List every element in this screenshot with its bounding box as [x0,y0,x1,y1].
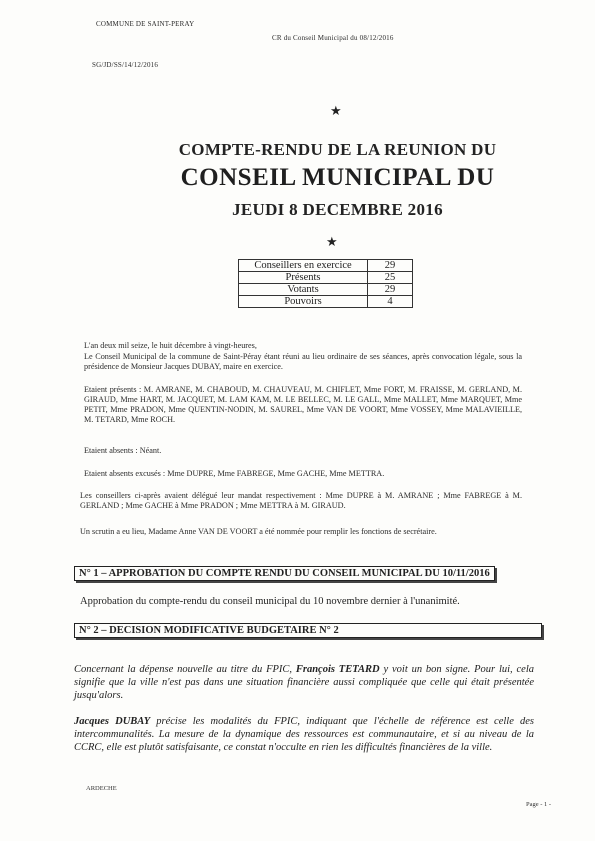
title-line-3: JEUDI 8 DECEMBRE 2016 [232,200,443,219]
table-row [239,272,413,284]
discussion-paragraph-2 [74,715,534,754]
meeting-convocation-paragraph: Le Conseil Municipal de la commune de Saint-Péray étant réuni au lieu ordinaire de ses séances, après convocation légale, sous la présidence de Monsieur Jacques DUBAY, maire en exercice. [84,352,522,371]
meeting-date-paragraph: L'an deux mil seize, le huit décembre à vingt-heures, [84,341,257,350]
discussion-text: précise les modalités du FPIC, indiquant que l'échelle de référence est celle des intercommunalités. La mesure de la dynamique des ressources est communautaire, et si au niveau de la CCRC, elle est plutôt satisfaisante, ce constat n'occulte en rien les difficultés financières de la ville. [74,716,534,753]
table-row [239,284,413,296]
title-line-1: COMPTE-RENDU DE LA REUNION DU [178,140,497,159]
section-1-text: Approbation du compte-rendu du conseil municipal du 10 novembre dernier à l'unanimité. [80,596,460,607]
document-code: SG/JD/SS/14/12/2016 [92,61,159,69]
star-ornament-icon: ★ [326,234,338,249]
excused-members-paragraph: Etaient absents excusés : Mme DUPRE, Mme FABREGE, Mme GACHE, Mme METTRA. [84,469,385,478]
table-row [239,260,413,272]
title-line-2: CONSEIL MUNICIPAL DU [180,164,495,191]
count-label: Présents [239,272,368,284]
document-reference: CR du Conseil Municipal du 08/12/2016 [272,34,394,42]
discussion-text: Concernant la dépense nouvelle au titre du FPIC, [74,664,296,675]
proxy-paragraph: Les conseillers ci-après avaient délégué leur mandat respectivement : Mme DUPRE à M. AMRANE ; Mme FABREGE à M. GERLAND ; Mme GACHE à Mme PRADON ; Mme METTRA à M. GIRAUD. [80,491,522,510]
count-value: 29 [368,260,413,272]
discussion-paragraph-1 [74,663,534,702]
count-value: 29 [368,284,413,296]
count-label: Votants [239,284,368,296]
count-label: Pouvoirs [239,296,368,308]
absent-members-paragraph: Etaient absents : Néant. [84,446,162,455]
discussion-text: y voit un bon signe. Pour lui, cela signifie que la ville n'est pas dans une situation financière aussi compliquée que celle qui était présentée jusqu'alors. [74,664,534,701]
footer-left: ARDECHE [86,785,117,792]
count-value: 4 [368,296,413,308]
count-value: 25 [368,272,413,284]
commune-name: COMMUNE DE SAINT-PERAY [96,20,195,28]
table-row [239,296,413,308]
page-number: Page - 1 - [526,801,552,808]
section-2-heading: N° 2 – DECISION MODIFICATIVE BUDGETAIRE N° 2 [74,623,542,638]
speaker-name: François TETARD [295,664,380,675]
council-count-table [238,259,413,308]
star-ornament-icon: ★ [330,103,342,118]
secretary-paragraph: Un scrutin a eu lieu, Madame Anne VAN DE VOORT a été nommée pour remplir les fonctions de secrétaire. [80,527,437,536]
speaker-name: Jacques DUBAY [74,716,151,727]
count-label: Conseillers en exercice [239,260,368,272]
section-1-heading: N° 1 – APPROBATION DU COMPTE RENDU DU CONSEIL MUNICIPAL DU 10/11/2016 [74,566,495,581]
present-members-paragraph: Etaient présents : M. AMRANE, M. CHABOUD, M. CHAUVEAU, M. CHIFLET, Mme FORT, M. FRAISSE, M. GERLAND, M. GIRAUD, Mme HART, M. JACQUET, M. LAM KAM, M. LE BELLEC, M. LE GALL, Mme MALLET, Mme MARQUET, Mme PETIT, Mme PRADON, Mme QUENTIN-NODIN, M. SAUREL, Mme VAN DE VOORT, Mme VOSSEY, Mme MALAVIEILLE, M. TETARD, Mme ROCH. [84,385,522,424]
